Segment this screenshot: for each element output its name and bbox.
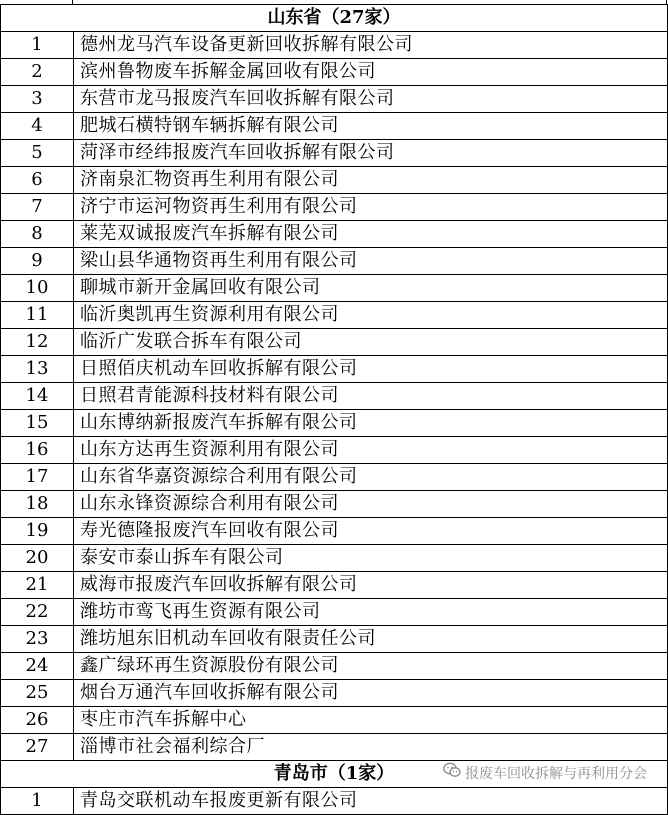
- company-name: 德州龙马汽车设备更新回收拆解有限公司: [74, 32, 668, 59]
- section-header: [1, 5, 668, 32]
- company-name: 聊城市新开金属回收有限公司: [74, 275, 668, 302]
- row-number: 9: [1, 248, 74, 275]
- company-name: 烟台万通汽车回收拆解有限公司: [74, 680, 668, 707]
- company-name: 淄博市社会福利综合厂: [74, 734, 668, 761]
- company-name: 山东博纳新报废汽车拆解有限公司: [74, 410, 668, 437]
- row-number: 17: [1, 464, 74, 491]
- watermark: [443, 761, 647, 787]
- row-number: 11: [1, 302, 74, 329]
- company-name: 泰安市泰山拆车有限公司: [74, 545, 668, 572]
- wechat-icon: [443, 761, 461, 787]
- row-number: 13: [1, 356, 74, 383]
- table-row: [1, 302, 668, 329]
- company-name: 肥城石横特钢车辆拆解有限公司: [74, 113, 668, 140]
- row-number: 1: [1, 32, 74, 59]
- section-header-row: [1, 761, 668, 788]
- table-row: [1, 707, 668, 734]
- company-name: 临沂广发联合拆车有限公司: [74, 329, 668, 356]
- company-name: 莱芜双诚报废汽车拆解有限公司: [74, 221, 668, 248]
- company-name: 潍坊旭东旧机动车回收有限责任公司: [74, 626, 668, 653]
- table-row: [1, 626, 668, 653]
- company-name: 山东永锋资源综合利用有限公司: [74, 491, 668, 518]
- row-number: 22: [1, 599, 74, 626]
- row-number: 20: [1, 545, 74, 572]
- row-number: 14: [1, 383, 74, 410]
- company-name: 日照君青能源科技材料有限公司: [74, 383, 668, 410]
- table-row: [1, 86, 668, 113]
- table-row: [1, 59, 668, 86]
- row-number: 3: [1, 86, 74, 113]
- row-number: 8: [1, 221, 74, 248]
- row-number: 23: [1, 626, 74, 653]
- row-number: 1: [1, 788, 74, 815]
- row-number: 16: [1, 437, 74, 464]
- row-number: 4: [1, 113, 74, 140]
- company-name: 鑫广绿环再生资源股份有限公司: [74, 653, 668, 680]
- company-name: 梁山县华通物资再生利用有限公司: [74, 248, 668, 275]
- row-number: 15: [1, 410, 74, 437]
- row-number: 24: [1, 653, 74, 680]
- company-name: 滨州鲁物废车拆解金属回收有限公司: [74, 59, 668, 86]
- table-row: [1, 491, 668, 518]
- company-name: 枣庄市汽车拆解中心: [74, 707, 668, 734]
- table-row: [1, 410, 668, 437]
- table-row: [1, 437, 668, 464]
- table-row: [1, 329, 668, 356]
- row-number: 25: [1, 680, 74, 707]
- table-row: [1, 464, 668, 491]
- table-row: [1, 113, 668, 140]
- row-number: 21: [1, 572, 74, 599]
- watermark-text: 报废车回收拆解与再利用分会: [465, 766, 647, 782]
- table-row: [1, 518, 668, 545]
- company-name: 济宁市运河物资再生利用有限公司: [74, 194, 668, 221]
- table-row: [1, 356, 668, 383]
- table-row: [1, 194, 668, 221]
- row-number: 10: [1, 275, 74, 302]
- row-number: 7: [1, 194, 74, 221]
- row-number: 12: [1, 329, 74, 356]
- table-row: [1, 248, 668, 275]
- table-row: [1, 788, 668, 815]
- row-number: 27: [1, 734, 74, 761]
- table-row: [1, 383, 668, 410]
- table-row: [1, 167, 668, 194]
- company-name: 威海市报废汽车回收拆解有限公司: [74, 572, 668, 599]
- company-name: 东营市龙马报废汽车回收拆解有限公司: [74, 86, 668, 113]
- company-name: 山东方达再生资源利用有限公司: [74, 437, 668, 464]
- section-title: 青岛市（1家）: [273, 763, 395, 784]
- row-number: 26: [1, 707, 74, 734]
- company-name: 寿光德隆报废汽车回收有限公司: [74, 518, 668, 545]
- row-number: 6: [1, 167, 74, 194]
- section-title: 山东省（27家）: [267, 7, 401, 28]
- row-number: 19: [1, 518, 74, 545]
- table-row: [1, 275, 668, 302]
- company-name: 青岛交联机动车报废更新有限公司: [74, 788, 668, 815]
- table-row: [1, 734, 668, 761]
- table-row: [1, 221, 668, 248]
- table-row: [1, 599, 668, 626]
- company-name: 日照佰庆机动车回收拆解有限公司: [74, 356, 668, 383]
- section-header: [1, 761, 668, 788]
- table-row: [1, 653, 668, 680]
- company-name: 潍坊市鸾飞再生资源有限公司: [74, 599, 668, 626]
- company-name: 菏泽市经纬报废汽车回收拆解有限公司: [74, 140, 668, 167]
- table-row: [1, 140, 668, 167]
- table-row: [1, 572, 668, 599]
- table-row: [1, 32, 668, 59]
- table-row: [1, 545, 668, 572]
- row-number: 2: [1, 59, 74, 86]
- company-name: 济南泉汇物资再生利用有限公司: [74, 167, 668, 194]
- table-row: [1, 680, 668, 707]
- row-number: 5: [1, 140, 74, 167]
- company-name: 临沂奥凯再生资源利用有限公司: [74, 302, 668, 329]
- company-list-table: [0, 4, 668, 815]
- row-number: 18: [1, 491, 74, 518]
- section-header-row: [1, 5, 668, 32]
- company-name: 山东省华嘉资源综合利用有限公司: [74, 464, 668, 491]
